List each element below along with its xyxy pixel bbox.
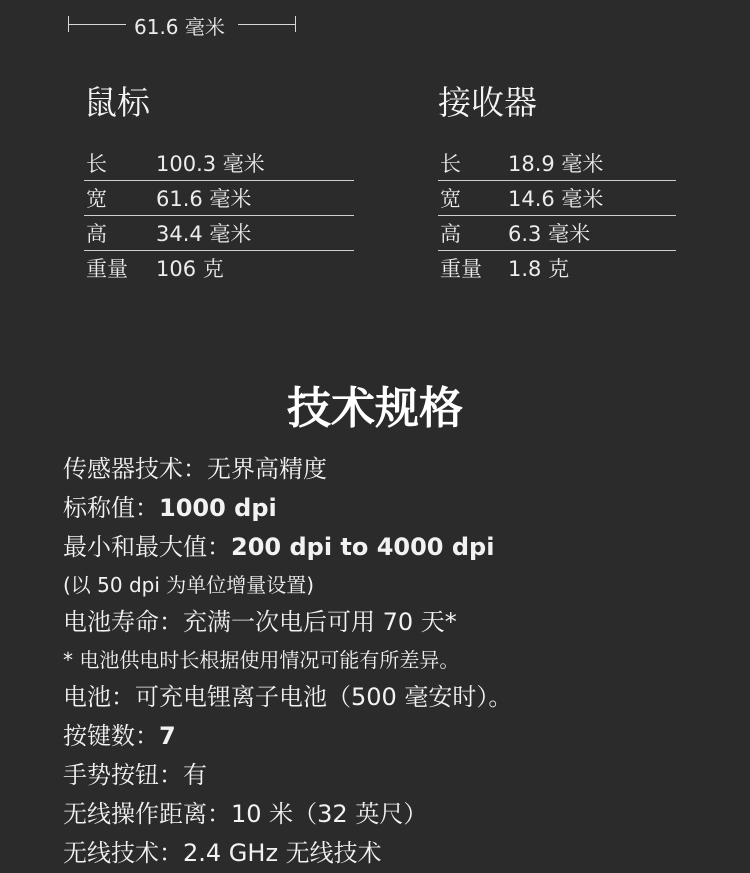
dimension-label: 61.6 毫米: [134, 15, 225, 39]
spec-value: 61.6 毫米: [156, 187, 252, 211]
spec-value: 106 克: [156, 257, 224, 281]
list-item: [63, 678, 743, 717]
spec-value: 14.6 毫米: [508, 187, 604, 211]
dimension-indicator: [68, 10, 296, 38]
table-row: [84, 181, 354, 216]
spec-key: 长: [440, 152, 461, 176]
receiver-specs: [438, 78, 676, 285]
spec-label: 标称值：: [63, 494, 159, 522]
receiver-title: 接收器: [438, 83, 537, 122]
table-row: [438, 251, 676, 285]
spec-key: 重量: [86, 257, 128, 281]
list-item: [63, 795, 743, 834]
spec-value: 无界高精度: [207, 455, 327, 483]
dimension-bar-right: [238, 24, 296, 25]
spec-label: 传感器技术：: [63, 455, 207, 483]
spec-value: 100.3 毫米: [156, 152, 265, 176]
spec-label: 电池：: [63, 683, 135, 711]
table-row: [438, 181, 676, 216]
spec-label: 电池寿命：: [63, 608, 183, 636]
spec-value: 可充电锂离子电池（500 毫安时）。: [135, 683, 513, 711]
spec-value: 6.3 毫米: [508, 222, 591, 246]
spec-key: 宽: [440, 187, 461, 211]
tech-specs-list: [63, 450, 743, 873]
spec-key: 重量: [440, 257, 482, 281]
spec-label: 按键数：: [63, 722, 159, 750]
list-item: [63, 489, 743, 528]
spec-note: * 电池供电时长根据使用情况可能有所差异。: [63, 648, 460, 672]
spec-value: 10 米（32 英尺）: [231, 800, 428, 828]
spec-label: 无线技术：: [63, 839, 183, 867]
dimension-cap-right: [295, 16, 296, 32]
spec-label: 最小和最大值：: [63, 533, 231, 561]
spec-key: 高: [86, 222, 107, 246]
list-item: [63, 528, 743, 567]
spec-value: 充满一次电后可用 70 天*: [183, 608, 457, 636]
dimension-bar-left: [68, 24, 126, 25]
table-row: [438, 216, 676, 251]
list-item-note: [63, 642, 743, 678]
spec-value: 有: [183, 761, 207, 789]
list-item: [63, 834, 743, 873]
list-item: [63, 717, 743, 756]
table-row: [438, 146, 676, 181]
receiver-spec-table: [438, 146, 676, 285]
list-item: [63, 756, 743, 795]
spec-label: 无线操作距离：: [63, 800, 231, 828]
spec-key: 高: [440, 222, 461, 246]
spec-value: 1000 dpi: [159, 494, 277, 522]
spec-note: (以 50 dpi 为单位增量设置): [63, 573, 315, 597]
spec-label: 手势按钮：: [63, 761, 183, 789]
list-item: [63, 450, 743, 489]
table-row: [84, 251, 354, 285]
table-row: [84, 216, 354, 251]
mouse-spec-table: [84, 146, 354, 285]
list-item-note: [63, 567, 743, 603]
spec-value: 34.4 毫米: [156, 222, 252, 246]
tech-specs-title: 技术规格: [287, 383, 463, 434]
table-row: [84, 146, 354, 181]
spec-value: 1.8 克: [508, 257, 570, 281]
spec-value: 2.4 GHz 无线技术: [183, 839, 382, 867]
spec-value: 200 dpi to 4000 dpi: [231, 533, 495, 561]
spec-value: 7: [159, 722, 176, 750]
spec-key: 宽: [86, 187, 107, 211]
list-item: [63, 603, 743, 642]
mouse-specs: [84, 78, 354, 285]
spec-value: 18.9 毫米: [508, 152, 604, 176]
mouse-title: 鼠标: [84, 83, 150, 122]
spec-key: 长: [86, 152, 107, 176]
